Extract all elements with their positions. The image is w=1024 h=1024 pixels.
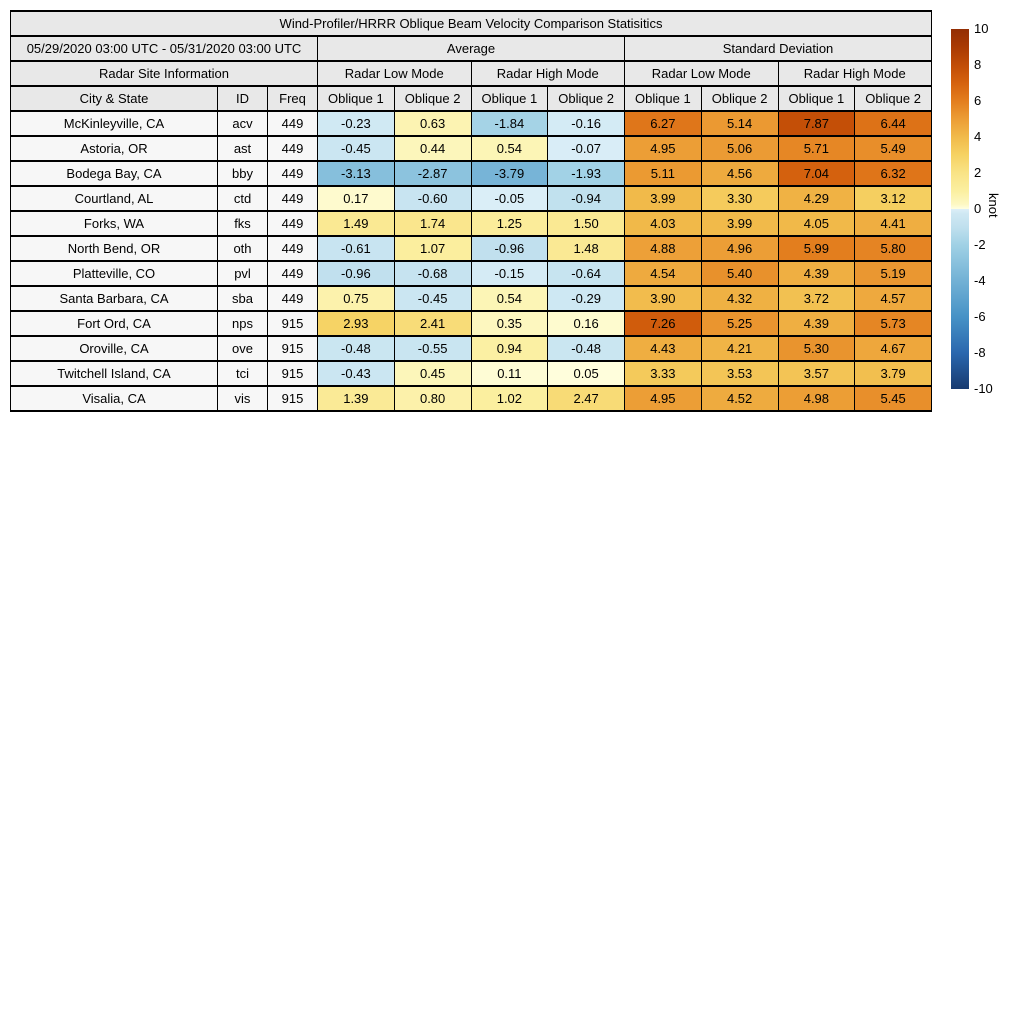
colorbar-tick-label: -2 <box>974 237 986 252</box>
value-cell: 1.50 <box>548 211 625 236</box>
freq-cell: 449 <box>268 161 318 186</box>
id-cell: tci <box>218 361 268 386</box>
value-cell: 1.25 <box>471 211 548 236</box>
group-average-header: Average <box>318 36 625 61</box>
table-row <box>11 111 932 136</box>
site-info-header: Radar Site Information <box>11 61 318 86</box>
freq-cell: 449 <box>268 236 318 261</box>
colorbar-tick-label: 0 <box>974 201 982 216</box>
value-cell: -1.84 <box>471 111 548 136</box>
value-cell: 4.05 <box>778 211 855 236</box>
std-high-mode-header: Radar High Mode <box>778 61 932 86</box>
value-cell: 3.99 <box>701 211 778 236</box>
freq-cell: 449 <box>268 261 318 286</box>
value-cell: 4.98 <box>778 386 855 411</box>
value-cell: 0.16 <box>548 311 625 336</box>
value-cell: 4.29 <box>778 186 855 211</box>
city-column-header: City & State <box>11 86 218 111</box>
value-cell: 2.47 <box>548 386 625 411</box>
avg-low-mode-header: Radar Low Mode <box>318 61 472 86</box>
value-cell: 3.90 <box>625 286 702 311</box>
city-cell: McKinleyville, CA <box>11 111 218 136</box>
value-cell: 7.87 <box>778 111 855 136</box>
value-cell: -0.48 <box>318 336 395 361</box>
value-cell: 1.02 <box>471 386 548 411</box>
value-cell: -3.13 <box>318 161 395 186</box>
oblique2-column-header: Oblique 2 <box>855 86 932 111</box>
value-cell: 5.25 <box>701 311 778 336</box>
value-cell: 4.54 <box>625 261 702 286</box>
value-cell: -0.07 <box>548 136 625 161</box>
city-cell: Courtland, AL <box>11 186 218 211</box>
value-cell: -0.23 <box>318 111 395 136</box>
value-cell: 1.48 <box>548 236 625 261</box>
freq-cell: 915 <box>268 336 318 361</box>
colorbar-tick-label: 6 <box>974 93 982 108</box>
city-cell: North Bend, OR <box>11 236 218 261</box>
colorbar-tick-label: -8 <box>974 345 986 360</box>
city-cell: Visalia, CA <box>11 386 218 411</box>
value-cell: -0.48 <box>548 336 625 361</box>
colorbar-tick-label: 4 <box>974 129 982 144</box>
value-cell: 4.67 <box>855 336 932 361</box>
id-cell: ctd <box>218 186 268 211</box>
table-row <box>11 286 932 311</box>
value-cell: -0.45 <box>318 136 395 161</box>
table-title: Wind-Profiler/HRRR Oblique Beam Velocity Comparison Statisitics <box>11 11 932 36</box>
value-cell: 3.30 <box>701 186 778 211</box>
value-cell: 4.32 <box>701 286 778 311</box>
table-row <box>11 161 932 186</box>
id-cell: acv <box>218 111 268 136</box>
value-cell: 3.99 <box>625 186 702 211</box>
value-cell: 4.57 <box>855 286 932 311</box>
value-cell: 4.56 <box>701 161 778 186</box>
city-cell: Platteville, CO <box>11 261 218 286</box>
value-cell: 4.21 <box>701 336 778 361</box>
freq-cell: 449 <box>268 111 318 136</box>
value-cell: 0.05 <box>548 361 625 386</box>
value-cell: -0.05 <box>471 186 548 211</box>
table-row <box>11 336 932 361</box>
value-cell: 2.93 <box>318 311 395 336</box>
value-cell: -3.79 <box>471 161 548 186</box>
colorbar-tick-label: 10 <box>974 21 989 36</box>
value-cell: 4.52 <box>701 386 778 411</box>
group-header-row <box>11 36 932 61</box>
value-cell: 0.17 <box>318 186 395 211</box>
mode-header-row <box>11 61 932 86</box>
value-cell: 1.49 <box>318 211 395 236</box>
freq-cell: 915 <box>268 311 318 336</box>
value-cell: 5.73 <box>855 311 932 336</box>
oblique2-column-header: Oblique 2 <box>548 86 625 111</box>
value-cell: -0.29 <box>548 286 625 311</box>
colorbar-tick-label: -4 <box>974 273 986 288</box>
value-cell: 4.39 <box>778 311 855 336</box>
value-cell: 3.57 <box>778 361 855 386</box>
table-row <box>11 186 932 211</box>
value-cell: 0.75 <box>318 286 395 311</box>
value-cell: 5.99 <box>778 236 855 261</box>
value-cell: 4.41 <box>855 211 932 236</box>
id-cell: fks <box>218 211 268 236</box>
value-cell: 0.63 <box>394 111 471 136</box>
value-cell: 4.39 <box>778 261 855 286</box>
id-cell: nps <box>218 311 268 336</box>
value-cell: 6.27 <box>625 111 702 136</box>
freq-cell: 915 <box>268 386 318 411</box>
value-cell: 4.95 <box>625 386 702 411</box>
date-range: 05/29/2020 03:00 UTC - 05/31/2020 03:00 UTC <box>11 36 318 61</box>
table-row <box>11 386 932 411</box>
table-row <box>11 261 932 286</box>
value-cell: 3.79 <box>855 361 932 386</box>
value-cell: 0.80 <box>394 386 471 411</box>
value-cell: -0.96 <box>318 261 395 286</box>
value-cell: -0.64 <box>548 261 625 286</box>
value-cell: 5.11 <box>625 161 702 186</box>
value-cell: 7.26 <box>625 311 702 336</box>
table-row <box>11 361 932 386</box>
id-cell: ove <box>218 336 268 361</box>
value-cell: 5.14 <box>701 111 778 136</box>
value-cell: 1.39 <box>318 386 395 411</box>
value-cell: 2.41 <box>394 311 471 336</box>
table-row <box>11 236 932 261</box>
freq-cell: 449 <box>268 186 318 211</box>
colorbar-tick-label: 2 <box>974 165 982 180</box>
std-low-mode-header: Radar Low Mode <box>625 61 779 86</box>
value-cell: -0.96 <box>471 236 548 261</box>
value-cell: 3.33 <box>625 361 702 386</box>
value-cell: 5.30 <box>778 336 855 361</box>
colorbar-tick-label: -10 <box>974 381 993 396</box>
freq-cell: 449 <box>268 211 318 236</box>
value-cell: 6.44 <box>855 111 932 136</box>
value-cell: 5.80 <box>855 236 932 261</box>
value-cell: -2.87 <box>394 161 471 186</box>
value-cell: 0.94 <box>471 336 548 361</box>
table-body <box>11 111 932 411</box>
city-cell: Twitchell Island, CA <box>11 361 218 386</box>
value-cell: 0.11 <box>471 361 548 386</box>
id-cell: pvl <box>218 261 268 286</box>
value-cell: -0.16 <box>548 111 625 136</box>
id-cell: bby <box>218 161 268 186</box>
value-cell: 1.07 <box>394 236 471 261</box>
table-header <box>11 11 932 111</box>
value-cell: 5.71 <box>778 136 855 161</box>
oblique2-column-header: Oblique 2 <box>701 86 778 111</box>
oblique1-column-header: Oblique 1 <box>778 86 855 111</box>
value-cell: 7.04 <box>778 161 855 186</box>
value-cell: -0.55 <box>394 336 471 361</box>
value-cell: 0.45 <box>394 361 471 386</box>
oblique1-column-header: Oblique 1 <box>625 86 702 111</box>
value-cell: 5.19 <box>855 261 932 286</box>
value-cell: 5.45 <box>855 386 932 411</box>
value-cell: -0.15 <box>471 261 548 286</box>
value-cell: 4.88 <box>625 236 702 261</box>
value-cell: 3.72 <box>778 286 855 311</box>
value-cell: -0.43 <box>318 361 395 386</box>
table-row <box>11 211 932 236</box>
value-cell: 5.49 <box>855 136 932 161</box>
value-cell: -0.45 <box>394 286 471 311</box>
group-std-header: Standard Deviation <box>625 36 932 61</box>
value-cell: 4.96 <box>701 236 778 261</box>
value-cell: 0.35 <box>471 311 548 336</box>
city-cell: Astoria, OR <box>11 136 218 161</box>
value-cell: 4.43 <box>625 336 702 361</box>
id-cell: sba <box>218 286 268 311</box>
id-cell: ast <box>218 136 268 161</box>
city-cell: Oroville, CA <box>11 336 218 361</box>
city-cell: Santa Barbara, CA <box>11 286 218 311</box>
colorbar-tick-label: -6 <box>974 309 986 324</box>
city-cell: Bodega Bay, CA <box>11 161 218 186</box>
value-cell: 4.95 <box>625 136 702 161</box>
column-header-row <box>11 86 932 111</box>
value-cell: 3.53 <box>701 361 778 386</box>
table-row <box>11 136 932 161</box>
colorbar-unit-label: knot <box>986 193 1001 218</box>
value-cell: 4.03 <box>625 211 702 236</box>
oblique1-column-header: Oblique 1 <box>318 86 395 111</box>
freq-cell: 449 <box>268 136 318 161</box>
city-cell: Fort Ord, CA <box>11 311 218 336</box>
value-cell: 5.06 <box>701 136 778 161</box>
value-cell: 1.74 <box>394 211 471 236</box>
table-row <box>11 311 932 336</box>
value-cell: -0.61 <box>318 236 395 261</box>
value-cell: 6.32 <box>855 161 932 186</box>
oblique1-column-header: Oblique 1 <box>471 86 548 111</box>
id-cell: oth <box>218 236 268 261</box>
value-cell: -0.94 <box>548 186 625 211</box>
avg-high-mode-header: Radar High Mode <box>471 61 625 86</box>
oblique2-column-header: Oblique 2 <box>394 86 471 111</box>
freq-column-header: Freq <box>268 86 318 111</box>
value-cell: 0.54 <box>471 136 548 161</box>
freq-cell: 449 <box>268 286 318 311</box>
value-cell: 3.12 <box>855 186 932 211</box>
statistics-table <box>10 10 932 412</box>
value-cell: 0.44 <box>394 136 471 161</box>
city-cell: Forks, WA <box>11 211 218 236</box>
value-cell: -0.68 <box>394 261 471 286</box>
freq-cell: 915 <box>268 361 318 386</box>
id-column-header: ID <box>218 86 268 111</box>
colorbar-tick-label: 8 <box>974 57 982 72</box>
colorbar-gradient <box>951 29 969 389</box>
value-cell: 5.40 <box>701 261 778 286</box>
value-cell: 0.54 <box>471 286 548 311</box>
value-cell: -1.93 <box>548 161 625 186</box>
id-cell: vis <box>218 386 268 411</box>
title-row <box>11 11 932 36</box>
value-cell: -0.60 <box>394 186 471 211</box>
